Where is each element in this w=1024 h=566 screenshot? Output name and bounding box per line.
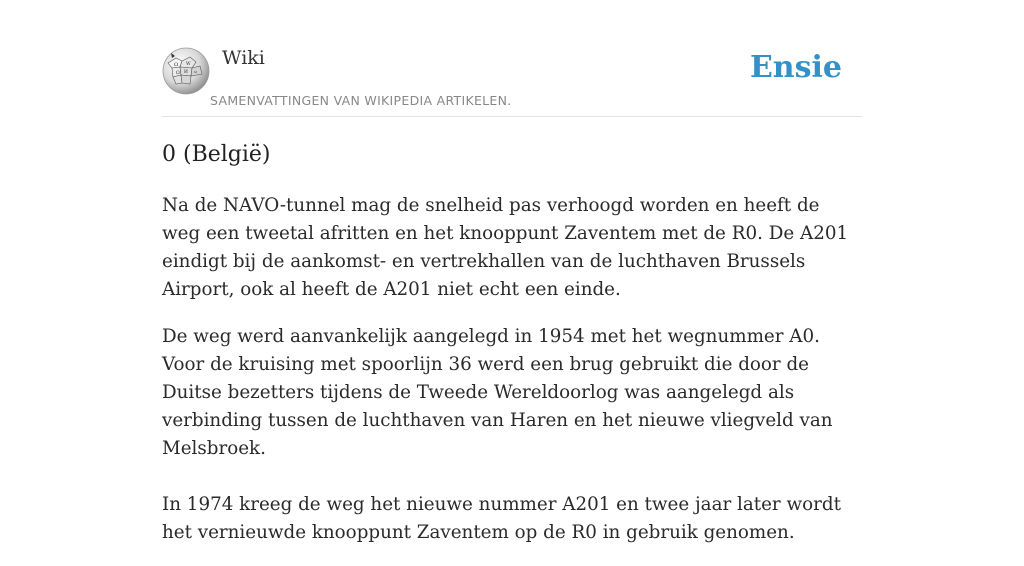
page-title: 0 (België): [162, 142, 271, 167]
article-paragraph: In 1974 kreeg de weg het nieuwe nummer A201 en twee jaar later wordt het vernieuwde knooppunt Zaventem op de R0 in gebruik genomen.: [162, 494, 841, 543]
site-tagline: SAMENVATTINGEN VAN WIKIPEDIA ARTIKELEN.: [210, 93, 512, 108]
brand-logo-link[interactable]: Ensie: [749, 50, 842, 85]
page-container: [162, 0, 862, 543]
svg-text:Ω: Ω: [174, 62, 179, 68]
site-name[interactable]: Wiki: [222, 47, 265, 69]
svg-text:Ω: Ω: [176, 71, 180, 76]
wikipedia-globe-icon[interactable]: [162, 47, 210, 95]
svg-text:ω: ω: [194, 69, 198, 74]
article-body: [162, 192, 862, 566]
article-paragraph: Na de NAVO-tunnel mag de snelheid pas verhoogd worden en heeft de weg een tweetal afritten en het knooppunt Zaventem met de R0. De A201 eindigt bij de aankomst- en vertrekhallen van de luchthaven Brussels Airport, ook al heeft de A201 niet echt een einde.: [162, 195, 849, 300]
svg-text:И: И: [184, 70, 188, 75]
article-paragraph: De weg werd aanvankelijk aangelegd in 1954 met het wegnummer A0. Voor de kruising met spoorlijn 36 werd een brug gebruikt die door de Duitse bezetters tijdens de Tweede Wereldoorlog was aangelegd als verbinding tussen de luchthaven van Haren en het nieuwe vliegveld van Melsbroek.: [162, 326, 833, 459]
site-header: [162, 0, 862, 117]
svg-text:W: W: [186, 62, 191, 67]
